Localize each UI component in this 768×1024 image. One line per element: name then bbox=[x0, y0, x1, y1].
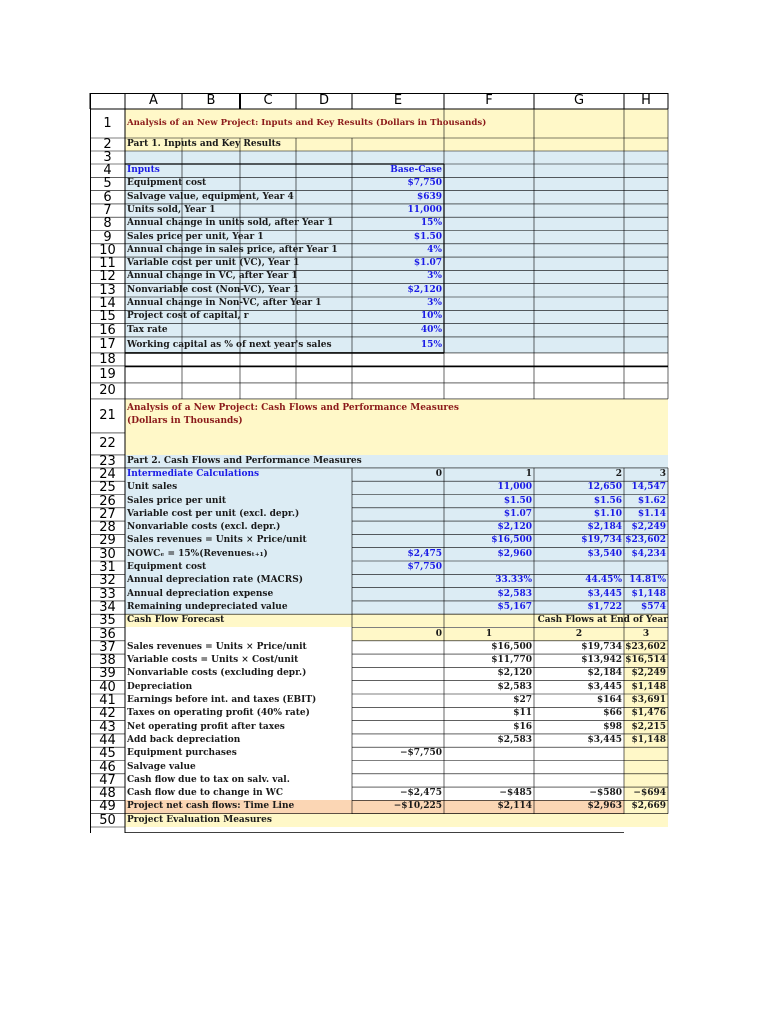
intermediate-label[interactable]: Sales price per unit bbox=[127, 495, 227, 506]
cash-flow-value[interactable]: $16,500 bbox=[491, 641, 532, 652]
cash-flow-label[interactable]: Add back depreciation bbox=[127, 734, 241, 745]
year-header[interactable]: 0 bbox=[435, 468, 442, 479]
cash-flow-value[interactable]: $2,215 bbox=[631, 721, 666, 732]
input-value[interactable]: 3% bbox=[427, 298, 442, 308]
column-header-f[interactable]: F bbox=[485, 93, 493, 108]
intermediate-label[interactable]: Unit sales bbox=[127, 482, 178, 493]
input-value[interactable]: $2,120 bbox=[407, 284, 442, 295]
column-header-c[interactable]: C bbox=[263, 93, 273, 108]
cash-flow-value[interactable]: $3,445 bbox=[587, 734, 622, 745]
row-header[interactable]: 28 bbox=[99, 520, 116, 536]
cash-flow-value[interactable]: $16,514 bbox=[625, 655, 666, 666]
intermediate-value[interactable]: $1,722 bbox=[587, 601, 622, 612]
row-header[interactable]: 35 bbox=[99, 613, 116, 629]
intermediate-value[interactable]: $1.10 bbox=[593, 508, 622, 519]
cash-flow-value[interactable]: $164 bbox=[596, 695, 622, 705]
cash-flow-value[interactable]: −$485 bbox=[499, 788, 532, 799]
cash-flow-label[interactable]: Cash flow due to tax on salv. val. bbox=[127, 774, 290, 785]
cash-flow-value[interactable]: $2,583 bbox=[497, 734, 532, 745]
input-label[interactable]: Annual change in Non-VC, after Year 1 bbox=[127, 298, 322, 308]
input-value[interactable]: $639 bbox=[416, 191, 442, 202]
cash-flow-value[interactable]: $2,669 bbox=[631, 801, 666, 812]
input-value[interactable]: 11,000 bbox=[407, 204, 442, 215]
cash-flow-value[interactable]: $1,476 bbox=[631, 708, 666, 719]
input-label[interactable]: Units sold, Year 1 bbox=[127, 204, 216, 215]
cash-flow-value[interactable]: −$694 bbox=[633, 788, 666, 799]
intermediate-label[interactable]: NOWCₑ = 15%(Revenuesₜ₊₁) bbox=[127, 548, 268, 559]
cash-flow-label[interactable]: Depreciation bbox=[127, 681, 193, 692]
cash-flows-years-label[interactable]: Cash Flows at End of Year bbox=[537, 615, 668, 626]
intermediate-value[interactable]: $1.50 bbox=[503, 495, 532, 506]
row-header[interactable]: 18 bbox=[99, 351, 116, 367]
cff-year-header[interactable]: 2 bbox=[575, 628, 583, 639]
intermediate-value[interactable]: $2,120 bbox=[497, 522, 532, 533]
row-header[interactable]: 49 bbox=[99, 799, 116, 815]
row-header[interactable]: 8 bbox=[103, 216, 112, 232]
row-header[interactable]: 7 bbox=[103, 202, 112, 218]
cash-flow-label[interactable]: Variable costs = Units × Cost/unit bbox=[127, 655, 299, 666]
row-header[interactable]: 5 bbox=[103, 176, 112, 192]
row-header[interactable]: 50 bbox=[99, 812, 116, 828]
cash-flow-label[interactable]: Equipment purchases bbox=[127, 748, 237, 759]
project-evaluation-label[interactable]: Project Evaluation Measures bbox=[127, 814, 272, 825]
intermediate-value[interactable]: $574 bbox=[640, 601, 666, 612]
intermediate-value[interactable]: 44.45% bbox=[585, 575, 622, 586]
row-header[interactable]: 47 bbox=[99, 772, 116, 788]
row-header[interactable]: 9 bbox=[103, 229, 112, 245]
row-header[interactable]: 12 bbox=[99, 269, 116, 285]
intermediate-value[interactable]: $1.14 bbox=[637, 508, 666, 519]
column-header-e[interactable]: E bbox=[393, 93, 403, 108]
row-header[interactable]: 40 bbox=[99, 679, 116, 695]
row-header[interactable]: 32 bbox=[99, 573, 116, 589]
input-value[interactable]: 15% bbox=[420, 339, 442, 350]
input-value[interactable]: $1.50 bbox=[413, 231, 442, 242]
intermediate-value[interactable]: $2,249 bbox=[631, 522, 666, 533]
cash-flow-value[interactable]: $27 bbox=[513, 695, 532, 705]
intermediate-label[interactable]: Variable cost per unit (excl. depr.) bbox=[127, 508, 300, 519]
cff-year-header[interactable]: 3 bbox=[642, 628, 650, 639]
row-header[interactable]: 29 bbox=[99, 533, 116, 549]
input-label[interactable]: Variable cost per unit (VC), Year 1 bbox=[127, 258, 300, 269]
input-label[interactable]: Nonvariable cost (Non-VC), Year 1 bbox=[127, 284, 300, 295]
row-header[interactable]: 41 bbox=[99, 693, 116, 708]
column-header-g[interactable]: G bbox=[573, 93, 585, 108]
row-header[interactable]: 45 bbox=[99, 746, 116, 762]
title-cash-flows-line2[interactable]: (Dollars in Thousands) bbox=[127, 415, 243, 426]
intermediate-value[interactable]: 14,547 bbox=[631, 482, 666, 493]
row-header[interactable]: 34 bbox=[99, 599, 116, 615]
row-header[interactable]: 46 bbox=[99, 759, 116, 775]
cash-flow-value[interactable]: $2,184 bbox=[587, 668, 622, 679]
row-header[interactable]: 38 bbox=[99, 653, 116, 669]
intermediate-value[interactable]: $3,445 bbox=[587, 588, 622, 599]
cff-year-header[interactable]: 0 bbox=[435, 628, 442, 639]
row-header[interactable]: 6 bbox=[103, 189, 112, 205]
row-header[interactable]: 15 bbox=[99, 309, 116, 325]
cash-flow-value[interactable]: $13,942 bbox=[581, 655, 622, 666]
intermediate-value[interactable]: $1.07 bbox=[503, 508, 532, 519]
input-value[interactable]: 40% bbox=[420, 324, 442, 335]
cash-flow-value[interactable]: $2,120 bbox=[497, 668, 532, 679]
row-header[interactable]: 42 bbox=[99, 706, 116, 722]
intermediate-label[interactable]: Sales revenues = Units × Price/unit bbox=[127, 535, 307, 546]
input-value[interactable]: 4% bbox=[427, 244, 442, 255]
column-header-b[interactable]: B bbox=[206, 93, 216, 108]
input-value[interactable]: 10% bbox=[420, 311, 442, 322]
cff-year-header[interactable]: 1 bbox=[485, 628, 493, 639]
row-header[interactable]: 26 bbox=[99, 493, 116, 509]
cash-flow-value[interactable]: $11,770 bbox=[491, 655, 532, 666]
row-header[interactable]: 33 bbox=[99, 586, 116, 602]
intermediate-label[interactable]: Remaining undepreciated value bbox=[127, 601, 288, 612]
input-label[interactable]: Tax rate bbox=[127, 324, 168, 335]
cash-flow-label[interactable]: Project net cash flows: Time Line bbox=[127, 801, 295, 812]
column-header-d[interactable]: D bbox=[318, 93, 329, 108]
row-header[interactable]: 3 bbox=[103, 150, 112, 165]
input-label[interactable]: Equipment cost bbox=[127, 178, 207, 189]
row-header[interactable]: 44 bbox=[99, 732, 116, 748]
row-header[interactable]: 13 bbox=[99, 282, 116, 298]
cash-flow-value[interactable]: $19,734 bbox=[581, 641, 622, 652]
cash-flow-label[interactable]: Sales revenues = Units × Price/unit bbox=[127, 641, 307, 652]
intermediate-value[interactable]: $16,500 bbox=[491, 535, 532, 546]
input-value[interactable]: $7,750 bbox=[407, 178, 442, 189]
cash-flow-value[interactable]: $23,602 bbox=[625, 641, 666, 652]
intermediate-value[interactable]: $7,750 bbox=[407, 562, 442, 572]
input-label[interactable]: Annual change in VC, after Year 1 bbox=[127, 271, 298, 282]
row-header[interactable]: 24 bbox=[99, 466, 116, 482]
intermediate-header[interactable]: Intermediate Calculations bbox=[127, 468, 260, 479]
inputs-header[interactable]: Inputs bbox=[127, 165, 160, 175]
input-label[interactable]: Working capital as % of next year's sales bbox=[127, 339, 332, 350]
input-label[interactable]: Annual change in sales price, after Year 1 bbox=[127, 244, 338, 255]
row-header[interactable]: 2 bbox=[103, 137, 112, 152]
input-label[interactable]: Sales price per unit, Year 1 bbox=[127, 231, 264, 242]
row-header[interactable]: 17 bbox=[99, 336, 116, 352]
row-header[interactable]: 1 bbox=[103, 116, 112, 131]
part2-label[interactable]: Part 2. Cash Flows and Performance Measures bbox=[127, 455, 362, 466]
cash-flow-value[interactable]: $2,249 bbox=[631, 668, 666, 679]
cash-flow-label[interactable]: Nonvariable costs (excluding depr.) bbox=[127, 668, 307, 679]
intermediate-value[interactable]: $19,734 bbox=[581, 535, 622, 546]
cash-flow-label[interactable]: Taxes on operating profit (40% rate) bbox=[127, 708, 310, 719]
cash-flow-value[interactable]: −$2,475 bbox=[400, 788, 442, 799]
intermediate-value[interactable]: 14.81% bbox=[629, 575, 666, 586]
row-header[interactable]: 22 bbox=[99, 435, 116, 451]
intermediate-value[interactable]: 11,000 bbox=[497, 482, 532, 493]
cash-flow-value[interactable]: $66 bbox=[603, 708, 622, 719]
cash-flow-value[interactable]: $98 bbox=[603, 721, 622, 732]
intermediate-value[interactable]: $23,602 bbox=[625, 535, 666, 546]
row-header[interactable]: 19 bbox=[99, 366, 116, 382]
row-header[interactable]: 27 bbox=[99, 506, 116, 522]
intermediate-value[interactable]: $4,234 bbox=[631, 548, 666, 559]
cash-flow-value[interactable]: −$580 bbox=[589, 788, 622, 799]
cash-flow-value[interactable]: $16 bbox=[513, 721, 532, 732]
column-header-a[interactable]: A bbox=[149, 93, 158, 108]
intermediate-value[interactable]: $2,475 bbox=[407, 548, 442, 559]
intermediate-value[interactable]: 12,650 bbox=[587, 482, 622, 493]
row-header[interactable]: 30 bbox=[99, 546, 116, 562]
cash-flow-value[interactable]: −$7,750 bbox=[400, 748, 442, 759]
cash-flow-value[interactable]: $2,114 bbox=[497, 801, 532, 812]
part1-label[interactable]: Part 1. Inputs and Key Results bbox=[127, 139, 281, 149]
intermediate-value[interactable]: $1,148 bbox=[631, 588, 666, 599]
row-header[interactable]: 48 bbox=[99, 786, 116, 802]
year-header[interactable]: 1 bbox=[525, 468, 532, 479]
cash-flow-value[interactable]: $3,691 bbox=[631, 695, 666, 705]
row-header[interactable]: 20 bbox=[99, 382, 116, 398]
cash-flow-label[interactable]: Cash flow due to change in WC bbox=[127, 788, 284, 799]
intermediate-label[interactable]: Nonvariable costs (excl. depr.) bbox=[127, 522, 281, 533]
intermediate-value[interactable]: $2,960 bbox=[497, 548, 532, 559]
year-header[interactable]: 3 bbox=[659, 468, 666, 479]
cash-flow-value[interactable]: $2,963 bbox=[587, 801, 622, 812]
intermediate-value[interactable]: $2,184 bbox=[587, 522, 622, 533]
row-header[interactable]: 31 bbox=[99, 560, 116, 575]
row-header[interactable]: 25 bbox=[99, 480, 116, 496]
row-header[interactable]: 14 bbox=[99, 296, 116, 311]
row-header[interactable]: 37 bbox=[99, 639, 116, 655]
intermediate-value[interactable]: $1.62 bbox=[637, 495, 666, 506]
title-cash-flows-line1[interactable]: Analysis of a New Project: Cash Flows and Performance Measures bbox=[127, 402, 459, 413]
input-value[interactable]: 15% bbox=[420, 218, 442, 229]
intermediate-value[interactable]: $2,583 bbox=[497, 588, 532, 599]
input-label[interactable]: Annual change in units sold, after Year 1 bbox=[127, 218, 334, 229]
row-header[interactable]: 21 bbox=[99, 407, 116, 423]
input-value[interactable]: $1.07 bbox=[413, 258, 442, 269]
column-header-h[interactable]: H bbox=[641, 93, 651, 108]
year-header[interactable]: 2 bbox=[615, 468, 622, 479]
cash-flow-label[interactable]: Salvage value bbox=[127, 761, 196, 772]
intermediate-value[interactable]: $1.56 bbox=[593, 495, 622, 506]
row-header[interactable]: 16 bbox=[99, 322, 116, 338]
cash-flow-value[interactable]: $1,148 bbox=[631, 734, 666, 745]
title-analysis-inputs[interactable]: Analysis of an New Project: Inputs and Key Results (Dollars in Thousands) bbox=[127, 118, 487, 128]
intermediate-value[interactable]: $5,167 bbox=[497, 601, 532, 612]
input-label[interactable]: Project cost of capital, r bbox=[127, 311, 249, 322]
cash-flow-label[interactable]: Earnings before int. and taxes (EBIT) bbox=[127, 695, 317, 705]
row-header[interactable]: 4 bbox=[103, 163, 112, 178]
cash-flow-value[interactable]: $11 bbox=[513, 708, 532, 719]
intermediate-label[interactable]: Equipment cost bbox=[127, 562, 207, 572]
intermediate-label[interactable]: Annual depreciation expense bbox=[127, 588, 274, 599]
row-header[interactable]: 39 bbox=[99, 666, 116, 682]
input-value[interactable]: 3% bbox=[427, 271, 442, 282]
intermediate-value[interactable]: 33.33% bbox=[495, 575, 532, 586]
cash-flow-value[interactable]: $1,148 bbox=[631, 681, 666, 692]
row-header[interactable]: 11 bbox=[99, 256, 116, 272]
cash-flow-value[interactable]: $2,583 bbox=[497, 681, 532, 692]
cash-flow-value[interactable]: $3,445 bbox=[587, 681, 622, 692]
row-header[interactable]: 23 bbox=[99, 453, 116, 469]
cash-flow-label[interactable]: Net operating profit after taxes bbox=[127, 721, 285, 732]
row-header[interactable]: 36 bbox=[99, 626, 116, 642]
base-case-header[interactable]: Base-Case bbox=[390, 165, 442, 175]
intermediate-value[interactable]: $3,540 bbox=[587, 548, 622, 559]
intermediate-label[interactable]: Annual depreciation rate (MACRS) bbox=[127, 575, 303, 586]
row-header[interactable]: 43 bbox=[99, 719, 116, 735]
input-label[interactable]: Salvage value, equipment, Year 4 bbox=[127, 191, 294, 202]
row-header[interactable]: 10 bbox=[99, 242, 116, 258]
cash-flow-value[interactable]: −$10,225 bbox=[393, 801, 442, 812]
spreadsheet-grid bbox=[90, 93, 668, 833]
cash-flow-forecast-header[interactable]: Cash Flow Forecast bbox=[127, 615, 225, 626]
